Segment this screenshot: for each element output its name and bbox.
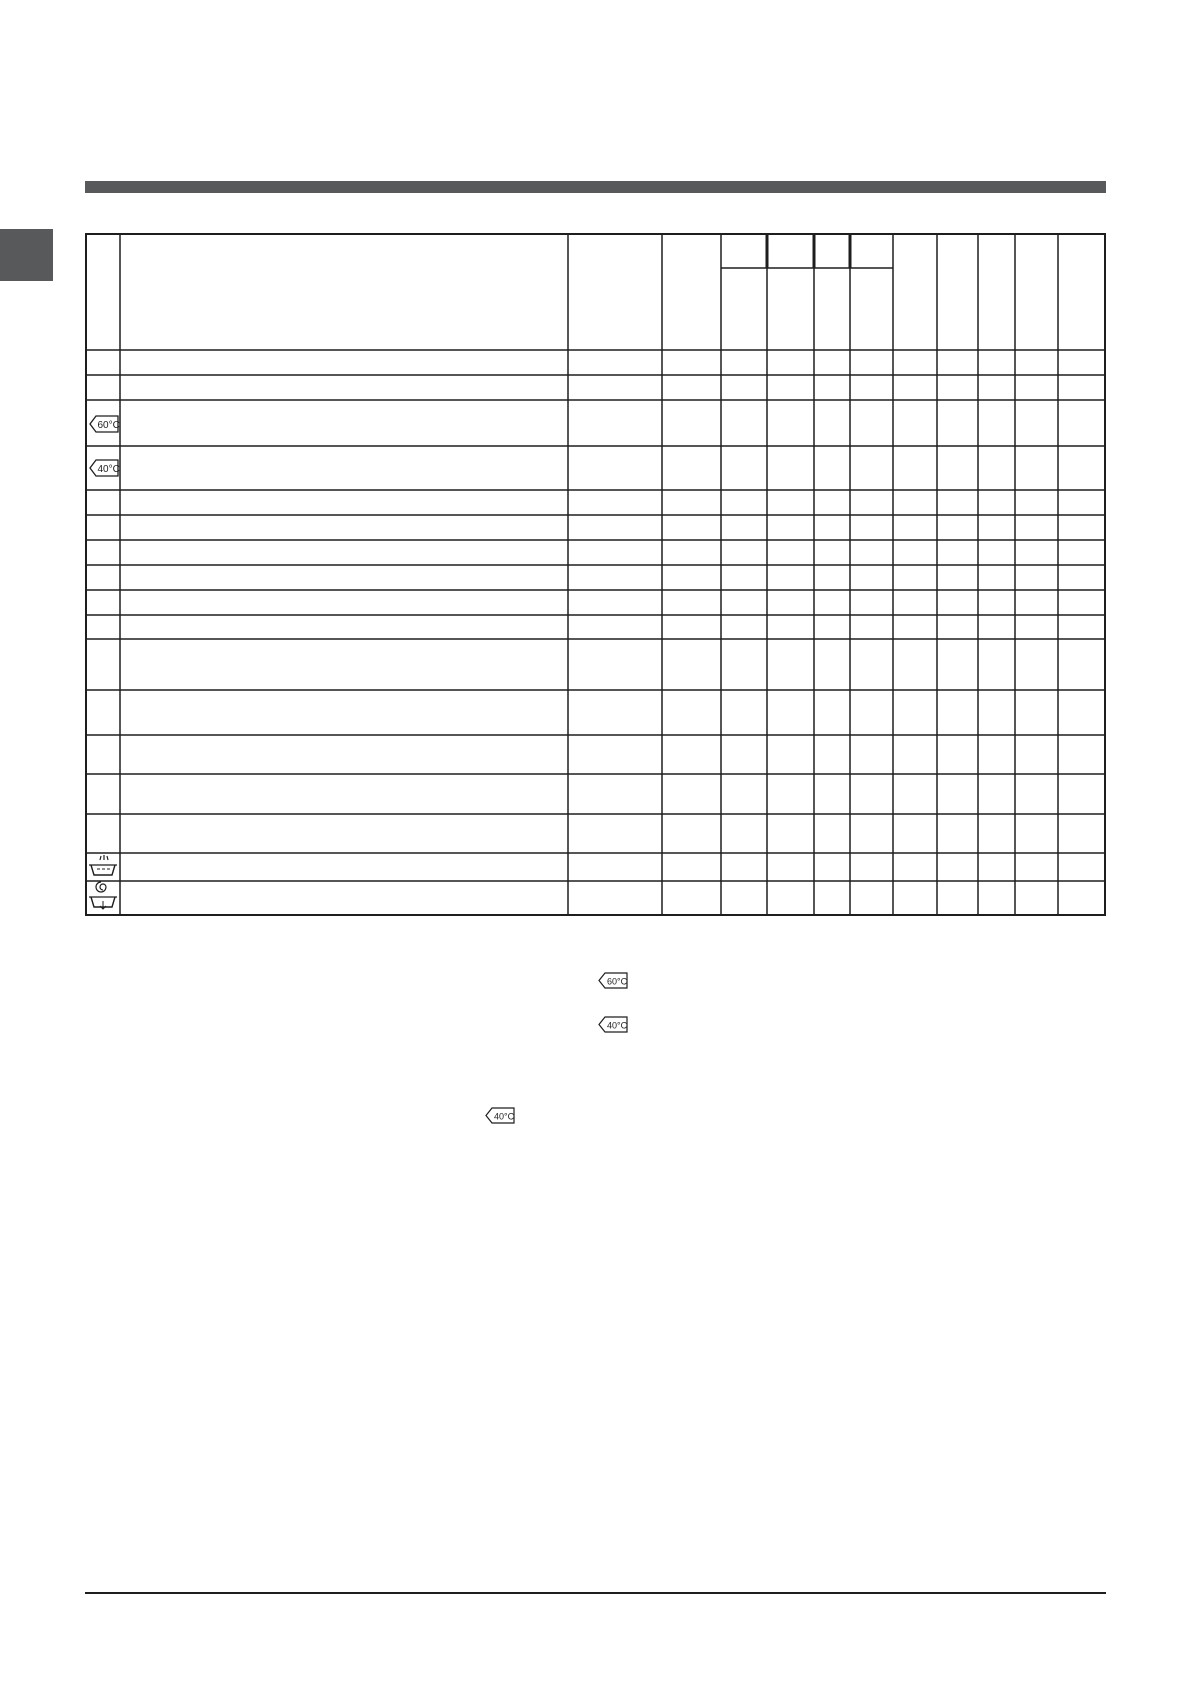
svg-text:40°C: 40°C [607, 1020, 628, 1031]
spin-basin-icon [88, 881, 118, 911]
svg-text:60°C: 60°C [97, 420, 120, 431]
svg-text:40°C: 40°C [97, 464, 120, 475]
language-tab-marker [0, 229, 53, 281]
svg-text:60°C: 60°C [607, 976, 628, 987]
svg-text:40°C: 40°C [494, 1111, 515, 1122]
note-eco-40-tag-icon [597, 1015, 629, 1034]
note-eco-60-tag-icon [597, 971, 629, 990]
programme-table [85, 233, 1106, 916]
rinse-basin-icon [88, 853, 118, 879]
eco-60-tag-icon [88, 414, 120, 434]
footer-rule [85, 1592, 1106, 1594]
note-eco-40-tag-icon-2 [484, 1106, 516, 1125]
eco-40-tag-icon [88, 458, 120, 478]
section-header-bar [85, 181, 1106, 193]
